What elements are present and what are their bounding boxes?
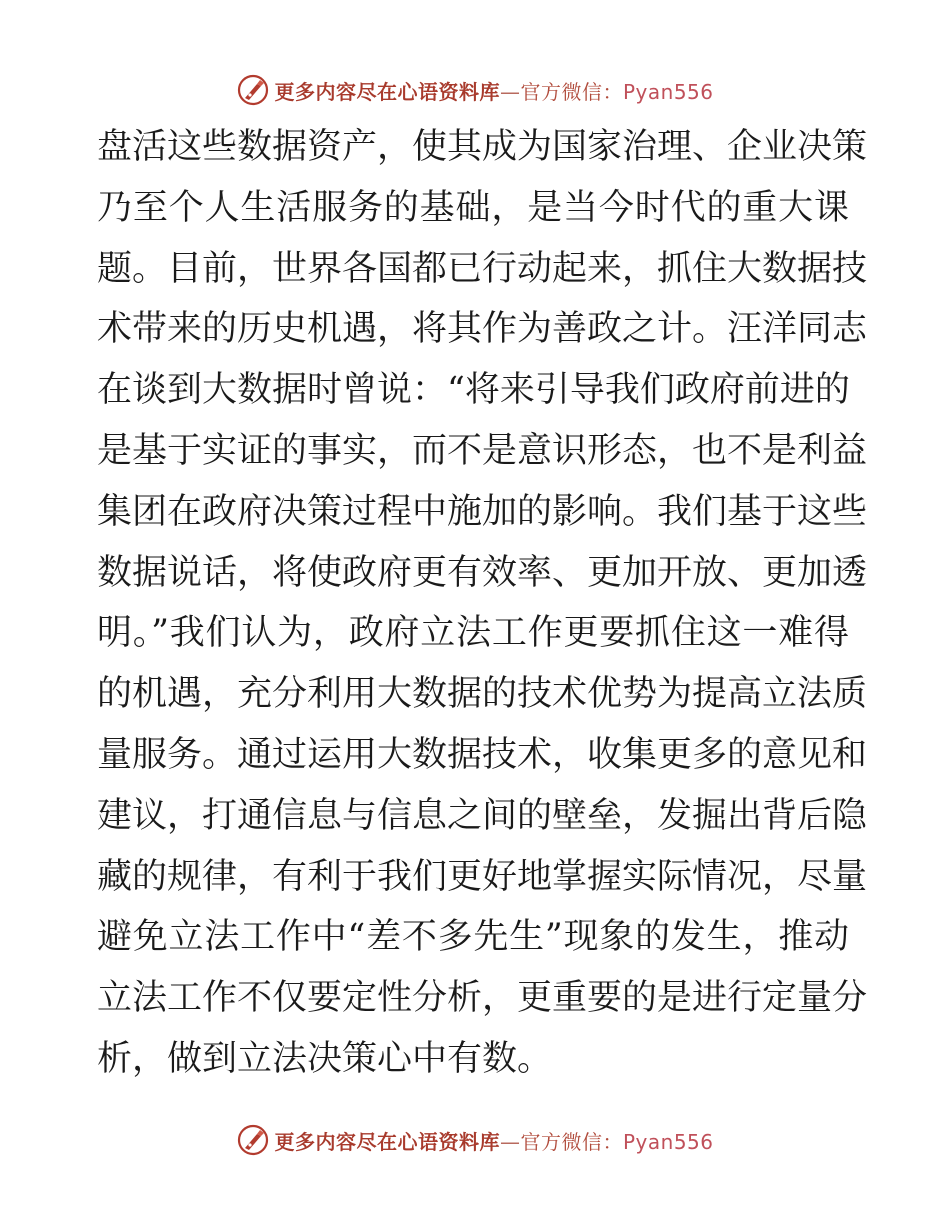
paragraph-line: 在谈到大数据时曾说：“将来引导我们政府前进的 [97, 370, 850, 411]
pen-nib-logo-icon [236, 1123, 270, 1157]
paragraph-line: 题。目前，世界各国都已行动起来，抓住大数据技 [97, 248, 868, 289]
paragraph-line: 的机遇，充分利用大数据的技术优势为提高立法质 [97, 674, 868, 715]
paragraph-line: 是基于实证的事实，而不是意识形态，也不是利益 [97, 430, 868, 471]
paragraph-line: 藏的规律，有利于我们更好地掌握实际情况，尽量 [97, 856, 868, 897]
paragraph-line: 数据说话，将使政府更有效率、更加开放、更加透 [97, 552, 868, 593]
footer-wechat-label: 官方微信： [520, 1129, 623, 1154]
footer-watermark-text [274, 1126, 713, 1155]
footer-wechat-id: Pyan556 [622, 1129, 714, 1154]
paragraph-line: 集团在政府决策过程中施加的影响。我们基于这些 [97, 491, 868, 532]
footer-brand-text: 更多内容尽在心语资料库 [274, 1129, 500, 1154]
paragraph-line-last: 析，做到立法决策心中有数。 [97, 1038, 553, 1079]
header-watermark-banner [0, 70, 950, 110]
header-watermark-text [274, 76, 713, 105]
paragraph-line: 立法工作不仅要定性分析，更重要的是进行定量分 [97, 978, 868, 1019]
paragraph-line: 盘活这些数据资产，使其成为国家治理、企业决策 [97, 127, 868, 167]
paragraph-line: 乃至个人生活服务的基础，是当今时代的重大课 [97, 187, 849, 228]
paragraph-line: 术带来的历史机遇，将其作为善政之计。汪洋同志 [97, 309, 868, 350]
pen-nib-logo-icon [236, 73, 270, 107]
paragraph-line: 建议，打通信息与信息之间的壁垒，发掘出背后隐 [97, 795, 868, 836]
paragraph-line: 明。”我们认为，政府立法工作更要抓住这一难得 [97, 613, 849, 654]
footer-separator: — [499, 1129, 521, 1154]
paragraph-line: 避免立法工作中“差不多先生”现象的发生，推动 [97, 917, 849, 958]
footer-watermark-banner [0, 1120, 950, 1160]
header-wechat-id: Pyan556 [622, 79, 714, 104]
header-brand-text: 更多内容尽在心语资料库 [274, 79, 500, 104]
paragraph-line: 量服务。通过运用大数据技术，收集更多的意见和 [97, 734, 868, 775]
header-wechat-label: 官方微信： [520, 79, 623, 104]
header-separator: — [499, 79, 521, 104]
document-body [97, 117, 868, 1090]
